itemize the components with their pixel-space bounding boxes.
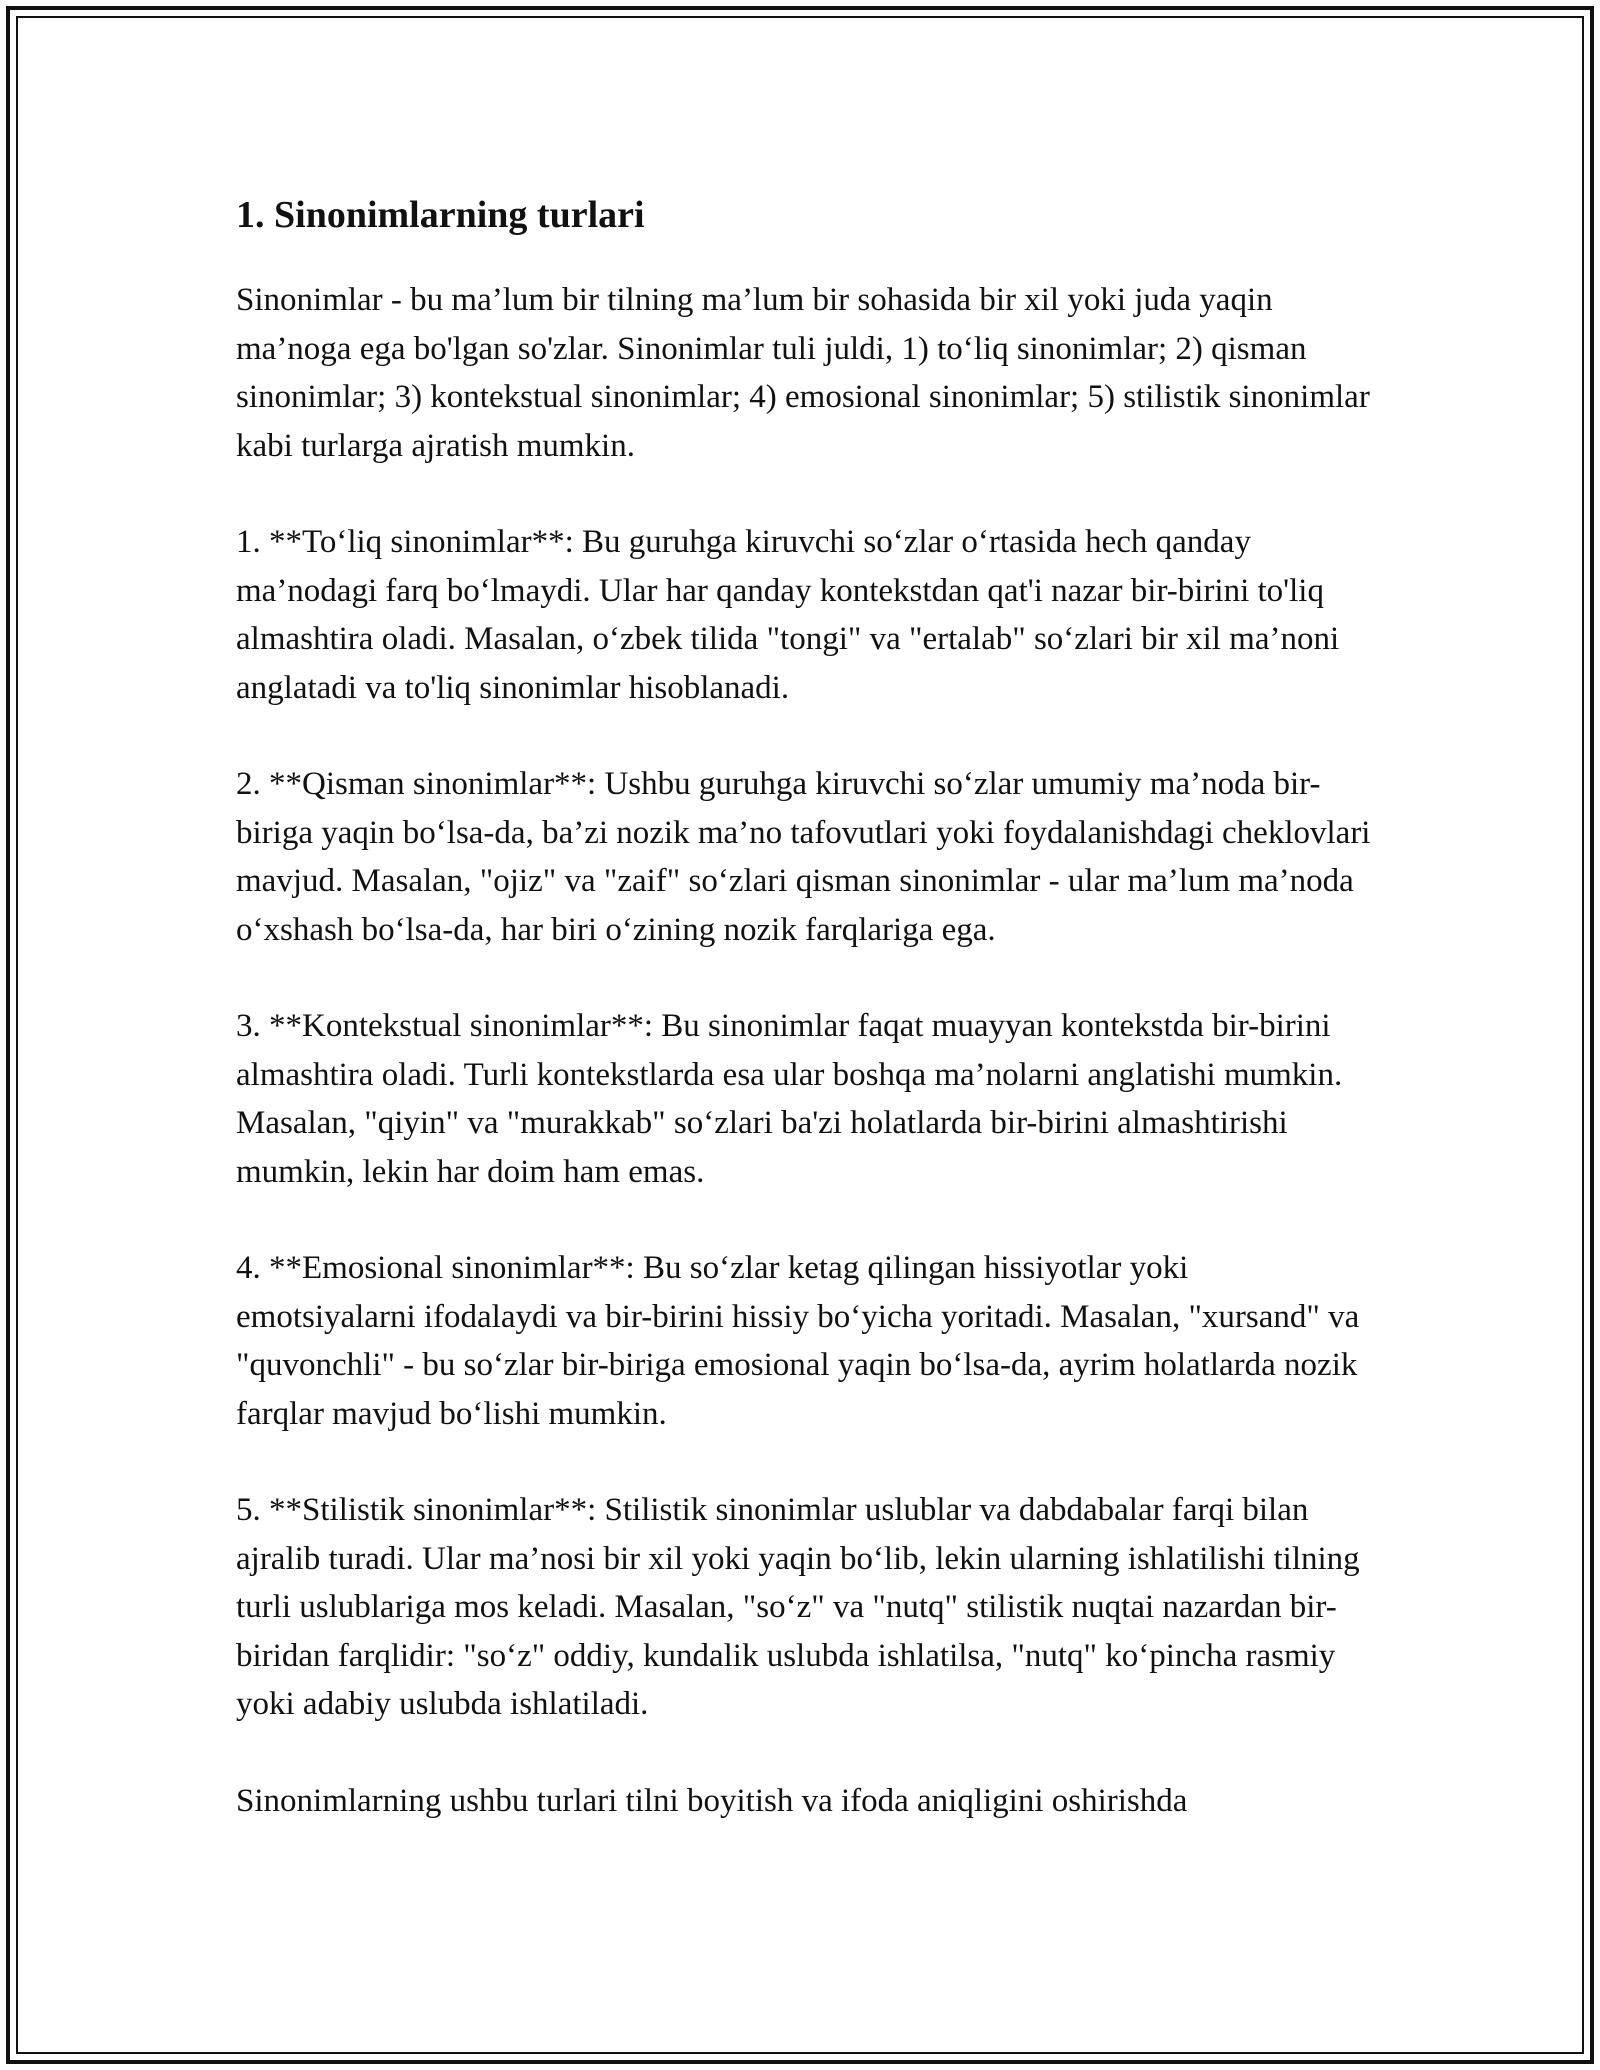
paragraph-contextual-synonyms: 3. **Kontekstual sinonimlar**: Bu sinonimlar faqat muayyan kontekstda bir-birini almashtira oladi. Turli kontekstlarda esa ular boshqa ma’nolarni anglatishi mumkin. Masalan, "qiyin" va "murakkab" so‘zlari ba'zi holatlarda bir-birini almashtirishi mumkin, lekin har doim ham emas.: [236, 1008, 1343, 1190]
paragraph-emotional-synonyms: 4. **Emosional sinonimlar**: Bu so‘zlar ketag qilingan hissiyotlar yoki emotsiyalarni ifodalaydi va bir-birini hissiy bo‘yicha yoritadi. Masalan, "xursand" va "quvonchli" - bu so‘zlar bir-biriga emosional yaqin bo‘lsa-da, ayrim holatlarda nozik farqlar mavjud bo‘lishi mumkin.: [236, 1250, 1360, 1432]
paragraph-conclusion: Sinonimlarning ushbu turlari tilni boyitish va ifoda aniqligini oshirishda: [236, 1782, 1188, 1819]
paragraph-partial-synonyms: 2. **Qisman sinonimlar**: Ushbu guruhga kiruvchi so‘zlar umumiy ma’noda bir-biriga yaqin bo‘lsa-da, ba’zi nozik ma’no tafovutlari yoki foydalanishdagi cheklovlari mavjud. Masalan, "ojiz" va "zaif" so‘zlari qisman sinonimlar - ular ma’lum ma’noda o‘xshash bo‘lsa-da, har biri o‘zining nozik farqlariga ega.: [236, 766, 1371, 948]
paragraph-stylistic-synonyms: 5. **Stilistik sinonimlar**: Stilistik sinonimlar uslublar va dabdabalar farqi bilan ajralib turadi. Ular ma’nosi bir xil yoki yaqin bo‘lib, lekin ularning ishlatilishi tilning turli uslublariga mos keladi. Masalan, "so‘z" va "nutq" stilistik nuqtai nazardan bir-biridan farqlidir: "so‘z" oddiy, kundalik uslubda ishlatilsa, "nutq" ko‘pincha rasmiy yoki adabiy uslubda ishlatiladi.: [236, 1492, 1360, 1722]
document-body: [236, 180, 1376, 1873]
paragraph-full-synonyms: 1. **To‘liq sinonimlar**: Bu guruhga kiruvchi so‘zlar o‘rtasida hech qanday ma’nodagi farq bo‘lmaydi. Ular har qanday kontekstdan qat'i nazar bir-birini to'liq almashtira oladi. Masalan, o‘zbek tilida "tongi" va "ertalab" so‘zlari bir xil ma’noni anglatadi va to'liq sinonimlar hisoblanadi.: [236, 524, 1340, 706]
document-title: 1. Sinonimlarning turlari: [236, 194, 645, 236]
paragraph-intro: Sinonimlar - bu ma’lum bir tilning ma’lum bir sohasida bir xil yoki juda yaqin ma’noga ega bo'lgan so'zlar. Sinonimlar tuli juldi, 1) to‘liq sinonimlar; 2) qisman sinonimlar; 3) kontekstual sinonimlar; 4) emosional sinonimlar; 5) stilistik sinonimlar kabi turlarga ajratish mumkin.: [236, 282, 1370, 464]
